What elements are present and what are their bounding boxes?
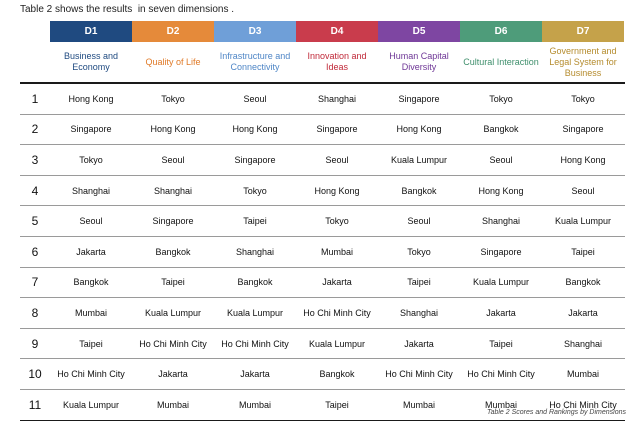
dimension-header-row xyxy=(50,21,626,42)
rank-number: 10 xyxy=(28,367,42,382)
table-row xyxy=(20,84,625,115)
city-cell: Taipei xyxy=(407,277,431,288)
dimension-name-d4: Innovation and Ideas xyxy=(307,51,367,72)
table-row xyxy=(20,206,625,237)
table-row xyxy=(20,176,625,207)
city-cell: Tokyo xyxy=(407,246,431,257)
dimension-code-d6: D6 xyxy=(460,21,542,42)
city-cell: Hong Kong xyxy=(478,185,524,196)
dimension-code-d3: D3 xyxy=(214,21,296,42)
city-cell: Jakarta xyxy=(322,277,352,288)
city-cell: Bangkok xyxy=(155,246,191,257)
dimension-code-d5: D5 xyxy=(378,21,460,42)
table-row xyxy=(20,359,625,390)
city-cell: Seoul xyxy=(407,216,431,227)
city-cell: Taipei xyxy=(161,277,185,288)
city-cell: Taipei xyxy=(571,246,595,257)
city-cell: Mumbai xyxy=(156,399,189,410)
dimension-name-d5: Human Capital Diversity xyxy=(389,51,449,72)
city-cell: Seoul xyxy=(489,154,513,165)
city-cell: Bangkok xyxy=(483,124,519,135)
city-cell: Singapore xyxy=(480,246,522,257)
city-cell: Jakarta xyxy=(486,307,516,318)
city-cell: Ho Chi Minh City xyxy=(549,399,617,410)
city-cell: Hong Kong xyxy=(396,124,442,135)
city-cell: Jakarta xyxy=(158,369,188,380)
dimension-name-d6: Cultural Interaction xyxy=(463,56,539,67)
city-cell: Mumbai xyxy=(74,307,107,318)
city-cell: Taipei xyxy=(243,216,267,227)
city-cell: Bangkok xyxy=(237,277,273,288)
dimension-code-d1: D1 xyxy=(50,21,132,42)
city-cell: Kuala Lumpur xyxy=(390,154,448,165)
city-cell: Shanghai xyxy=(399,307,439,318)
table-caption: Table 2 Scores and Rankings by Dimensions xyxy=(486,409,626,416)
table-row xyxy=(20,145,625,176)
table-row xyxy=(20,268,625,299)
city-cell: Ho Chi Minh City xyxy=(139,338,207,349)
city-cell: Taipei xyxy=(79,338,103,349)
city-cell: Ho Chi Minh City xyxy=(385,369,453,380)
city-cell: Tokyo xyxy=(79,154,103,165)
city-cell: Shanghai xyxy=(563,338,603,349)
table-row xyxy=(20,237,625,268)
rank-number: 1 xyxy=(31,91,39,106)
city-cell: Jakarta xyxy=(240,369,270,380)
city-cell: Jakarta xyxy=(76,246,106,257)
city-cell: Kuala Lumpur xyxy=(554,216,612,227)
city-cell: Bangkok xyxy=(565,277,601,288)
city-cell: Hong Kong xyxy=(68,93,114,104)
city-cell: Mumbai xyxy=(320,246,353,257)
city-cell: Seoul xyxy=(161,154,185,165)
dimension-name-d3: Infrastructure and Connectivity xyxy=(219,51,291,72)
rank-number: 8 xyxy=(31,305,39,320)
dimension-code-d7: D7 xyxy=(542,21,624,42)
dimension-name-row xyxy=(50,44,626,80)
city-cell: Ho Chi Minh City xyxy=(303,307,371,318)
dimension-name-d7: Government and Legal System for Business xyxy=(549,45,617,78)
city-cell: Shanghai xyxy=(153,185,193,196)
city-cell: Shanghai xyxy=(481,216,521,227)
city-cell: Mumbai xyxy=(484,399,517,410)
city-cell: Singapore xyxy=(398,93,440,104)
city-cell: Seoul xyxy=(243,93,267,104)
city-cell: Ho Chi Minh City xyxy=(467,369,535,380)
city-cell: Singapore xyxy=(316,124,358,135)
city-cell: Kuala Lumpur xyxy=(62,399,120,410)
rankings-table xyxy=(20,82,625,421)
city-cell: Seoul xyxy=(325,154,349,165)
dimension-code-d4: D4 xyxy=(296,21,378,42)
city-cell: Bangkok xyxy=(401,185,437,196)
rank-number: 2 xyxy=(31,122,39,137)
city-cell: Tokyo xyxy=(325,216,349,227)
city-cell: Shanghai xyxy=(71,185,111,196)
city-cell: Ho Chi Minh City xyxy=(221,338,289,349)
city-cell: Taipei xyxy=(489,338,513,349)
rank-number: 4 xyxy=(31,183,39,198)
rank-number: 5 xyxy=(31,214,39,229)
city-cell: Tokyo xyxy=(571,93,595,104)
city-cell: Hong Kong xyxy=(150,124,196,135)
city-cell: Tokyo xyxy=(161,93,185,104)
city-cell: Mumbai xyxy=(402,399,435,410)
city-cell: Tokyo xyxy=(243,185,267,196)
city-cell: Singapore xyxy=(562,124,604,135)
city-cell: Hong Kong xyxy=(560,154,606,165)
city-cell: Jakarta xyxy=(568,307,598,318)
city-cell: Mumbai xyxy=(238,399,271,410)
city-cell: Kuala Lumpur xyxy=(226,307,284,318)
city-cell: Mumbai xyxy=(566,369,599,380)
rank-number: 6 xyxy=(31,244,39,259)
city-cell: Shanghai xyxy=(317,93,357,104)
rank-number: 11 xyxy=(28,397,42,412)
city-cell: Singapore xyxy=(70,124,112,135)
city-cell: Hong Kong xyxy=(314,185,360,196)
city-cell: Ho Chi Minh City xyxy=(57,369,125,380)
city-cell: Singapore xyxy=(234,154,276,165)
dimension-code-d2: D2 xyxy=(132,21,214,42)
city-cell: Seoul xyxy=(571,185,595,196)
table-body xyxy=(20,84,625,421)
dimension-name-d2: Quality of Life xyxy=(145,56,201,67)
rank-number: 7 xyxy=(31,275,39,290)
table-row xyxy=(20,298,625,329)
table-row xyxy=(20,329,625,360)
table-row xyxy=(20,115,625,146)
rank-number: 9 xyxy=(31,336,39,351)
city-cell: Tokyo xyxy=(489,93,513,104)
city-cell: Bangkok xyxy=(319,369,355,380)
dimension-name-d1: Business and Economy xyxy=(63,51,119,72)
city-cell: Kuala Lumpur xyxy=(144,307,202,318)
intro-text: Table 2 shows the results in seven dimensions . xyxy=(20,4,234,15)
city-cell: Hong Kong xyxy=(232,124,278,135)
city-cell: Kuala Lumpur xyxy=(308,338,366,349)
city-cell: Bangkok xyxy=(73,277,109,288)
city-cell: Shanghai xyxy=(235,246,275,257)
city-cell: Singapore xyxy=(152,216,194,227)
city-cell: Seoul xyxy=(79,216,103,227)
rank-number: 3 xyxy=(31,152,39,167)
city-cell: Jakarta xyxy=(404,338,434,349)
city-cell: Taipei xyxy=(325,399,349,410)
city-cell: Kuala Lumpur xyxy=(472,277,530,288)
